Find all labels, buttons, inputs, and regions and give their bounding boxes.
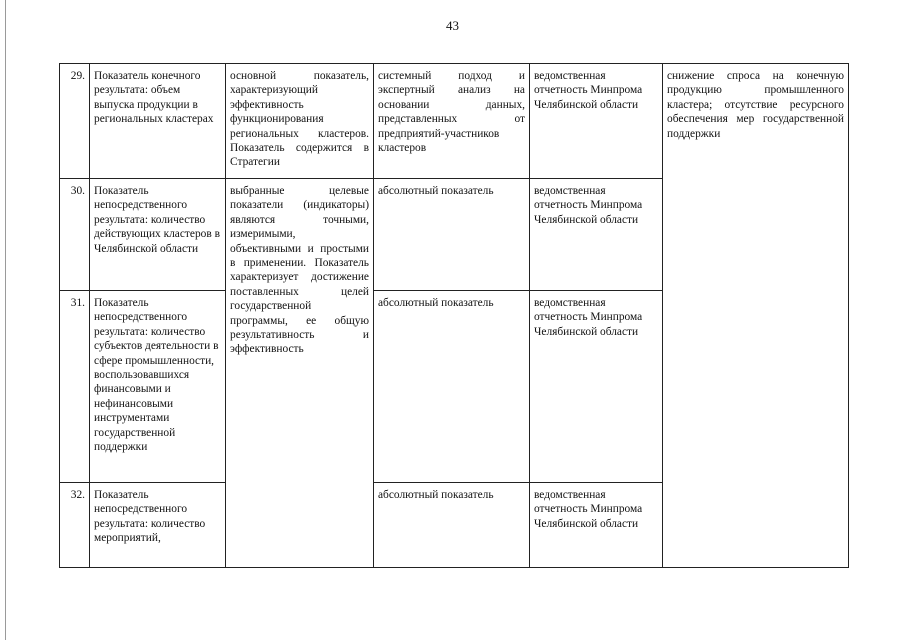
risks-text: снижение спроса на конечную продукцию промышленного кластера; отсутствие ресурсного обеспечения мер государственной поддержки (667, 70, 844, 140)
source-cell (530, 64, 663, 179)
row-number: 32. (60, 483, 90, 568)
method-cell: абсолютный показатель (374, 483, 530, 568)
justification-cell (226, 179, 374, 568)
indicator-name: Показатель непосредственного результата: количество мероприятий, (90, 483, 226, 568)
justification-text: выбранные целевые показатели (индикаторы) являются точными, измеримыми, объективными и простыми в применении. Показатель характеризует достижение поставленных целей государственной программы, ее общую результативность и эффективность (230, 185, 369, 356)
row-number: 31. (60, 291, 90, 483)
justification-text: основной показатель, характеризующий эффективность функционирования региональных кластеров. Показатель содержится в Стратегии (230, 70, 369, 169)
table-row (60, 64, 849, 179)
method-cell (374, 64, 530, 179)
source-cell: ведомственная отчетность Минпрома Челябинской области (530, 291, 663, 483)
risks-cell (663, 64, 849, 568)
justification-cell (226, 64, 374, 179)
method-text: системный подход и экспертный анализ на основании данных, представленных от предприятий-участников кластеров (378, 70, 525, 155)
page-number: 43 (446, 18, 459, 33)
row-number: 30. (60, 179, 90, 291)
source-cell: ведомственная отчетность Минпрома Челябинской области (530, 179, 663, 291)
source-cell: ведомственная отчетность Минпрома Челябинской области (530, 483, 663, 568)
page-left-edge (5, 0, 6, 640)
indicators-table (59, 63, 849, 568)
method-cell: абсолютный показатель (374, 179, 530, 291)
row-number: 29. (60, 64, 90, 179)
source-text: ведомственная отчетность Минпрома Челябинской области (534, 70, 643, 111)
method-cell: абсолютный показатель (374, 291, 530, 483)
indicator-name: Показатель непосредственного результата: количество действующих кластеров в Челябинской области (90, 179, 226, 291)
indicator-name: Показатель конечного результата: объем выпуска продукции в региональных кластерах (90, 64, 226, 179)
indicator-name: Показатель непосредственного результата: количество субъектов деятельности в сфере промышленности, воспользовавшихся финансовыми и нефинансовыми инструментами государственной поддержки (90, 291, 226, 483)
